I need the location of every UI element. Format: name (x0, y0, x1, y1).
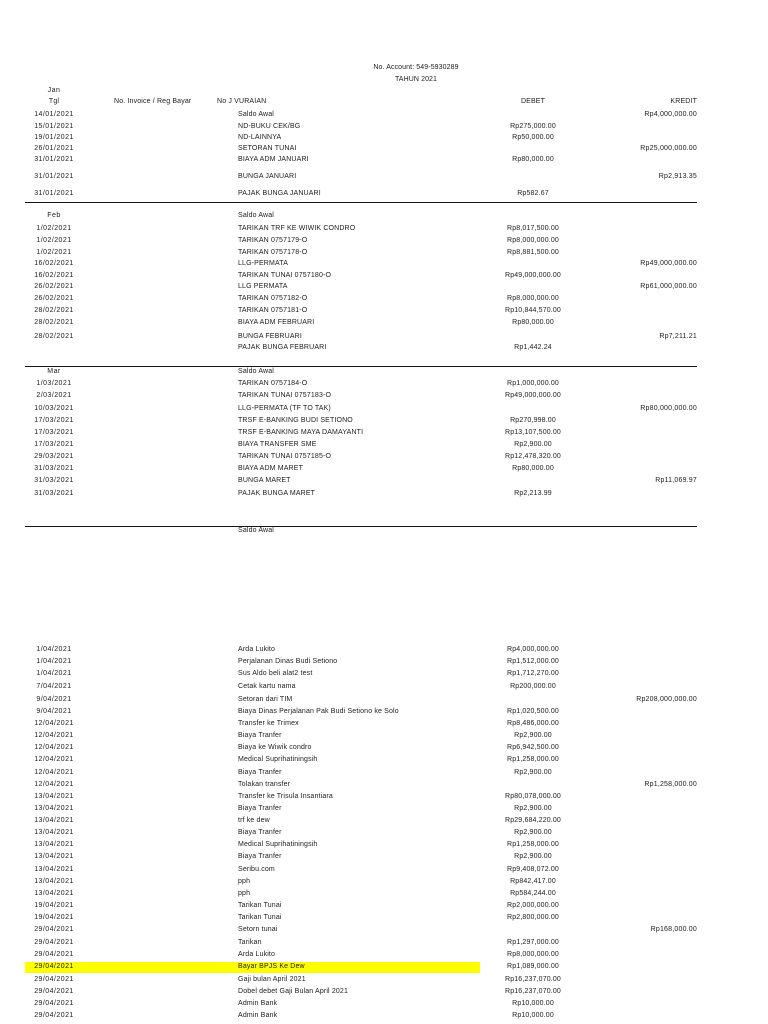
ledger-row (0, 248, 768, 258)
row-date: 2/03/2021 (36, 392, 72, 399)
ledger-row (0, 452, 768, 462)
ledger-row (0, 682, 768, 692)
row-date: 12/04/2021 (34, 781, 74, 788)
row-debet: Rp1,442.24 (514, 344, 552, 351)
row-description: BUNGA MARET (238, 477, 291, 484)
row-description: PAJAK BUNGA JANUARI (238, 190, 321, 197)
row-debet: Rp8,000,000.00 (507, 237, 559, 244)
row-description: LLG PERMATA (238, 283, 288, 290)
ledger-row (0, 391, 768, 401)
row-date: 13/04/2021 (34, 878, 74, 885)
ledger-row (0, 526, 768, 536)
ledger-row (0, 122, 768, 132)
row-description: pph (238, 878, 251, 885)
row-description: Saldo Awal (238, 111, 275, 118)
row-description: Saldo Awal (238, 368, 275, 375)
row-description: Saldo Awal (238, 527, 275, 534)
row-debet: Rp80,000.00 (512, 319, 554, 326)
ledger-row (0, 211, 768, 221)
row-debet: Rp270,998.00 (510, 417, 556, 424)
ledger-row (0, 768, 768, 778)
ledger-row (0, 133, 768, 143)
row-date: 28/02/2021 (34, 333, 74, 340)
row-date: 31/01/2021 (34, 173, 74, 180)
ledger-row (0, 404, 768, 414)
ledger-row (0, 865, 768, 875)
row-date: 1/03/2021 (36, 380, 72, 387)
row-date: 19/01/2021 (34, 134, 74, 141)
ledger-row (0, 901, 768, 911)
row-debet: Rp1,512,000.00 (507, 658, 559, 665)
row-description: Tarikan (238, 939, 262, 946)
row-date: 31/03/2021 (34, 477, 74, 484)
section-divider (25, 202, 697, 203)
row-description: Saldo Awal (238, 212, 275, 219)
row-date: 12/04/2021 (34, 769, 74, 776)
row-description: Transfer ke Trimex (238, 720, 299, 727)
ledger-row (0, 306, 768, 316)
row-date: 29/03/2021 (34, 453, 74, 460)
row-debet: Rp8,017,500.00 (507, 225, 559, 232)
column-header-invoice: No. Invoice / Reg Bayar (114, 98, 192, 105)
ledger-row (0, 962, 768, 972)
row-description: Biaya Tranfer (238, 732, 282, 739)
row-date: 1/02/2021 (36, 237, 72, 244)
ledger-row (0, 889, 768, 899)
row-date: 16/02/2021 (34, 272, 74, 279)
ledger-row (0, 428, 768, 438)
ledger-row (0, 259, 768, 269)
row-date: 13/04/2021 (34, 829, 74, 836)
ledger-row (0, 189, 768, 199)
row-description: ND-LAINNYA (238, 134, 282, 141)
row-description: Bayar BPJS Ke Dew (238, 963, 305, 970)
month-label: Jan (47, 87, 61, 94)
row-debet: Rp1,297,000.00 (507, 939, 559, 946)
row-date: 1/04/2021 (36, 646, 72, 653)
row-date: 26/02/2021 (34, 295, 74, 302)
row-description: LLG-PERMATA (238, 260, 289, 267)
row-date: 12/04/2021 (34, 732, 74, 739)
row-debet: Rp10,844,570.00 (505, 307, 561, 314)
row-debet: Rp2,900.00 (514, 441, 552, 448)
row-description: BIAYA ADM FEBRUARI (238, 319, 315, 326)
row-description: TRSF E-BANKING BUDI SETIONO (238, 417, 353, 424)
row-date: 19/04/2021 (34, 914, 74, 921)
row-date: 13/04/2021 (34, 817, 74, 824)
row-date: 12/04/2021 (34, 744, 74, 751)
row-date: 1/02/2021 (36, 225, 72, 232)
row-date: 13/04/2021 (34, 853, 74, 860)
row-date: 19/04/2021 (34, 902, 74, 909)
row-date: 7/04/2021 (36, 683, 72, 690)
row-description: PAJAK BUNGA FEBRUARI (238, 344, 327, 351)
row-description: BUNGA FEBRUARI (238, 333, 302, 340)
ledger-row (0, 271, 768, 281)
row-date: 16/02/2021 (34, 260, 74, 267)
row-debet: Rp584,244.00 (510, 890, 556, 897)
row-debet: Rp2,900.00 (514, 732, 552, 739)
row-date: 14/01/2021 (34, 111, 74, 118)
row-date: 13/04/2021 (34, 805, 74, 812)
row-debet: Rp1,258,000.00 (507, 841, 559, 848)
row-description: Biaya ke Wiwik condro (238, 744, 312, 751)
row-kredit: Rp25,000,000.00 (640, 145, 697, 152)
row-description: Biaya Tranfer (238, 853, 282, 860)
ledger-row (0, 975, 768, 985)
row-date: 29/04/2021 (34, 1000, 74, 1007)
ledger-row (0, 950, 768, 960)
row-description: TARIKAN TUNAI 0757183-O (238, 392, 332, 399)
row-kredit: Rp80,000,000.00 (640, 405, 697, 412)
row-description: ND-BUKU CEK/BG (238, 123, 301, 130)
row-description: Cetak kartu nama (238, 683, 296, 690)
ledger-row (0, 489, 768, 499)
row-description: BIAYA TRANSFER SME (238, 441, 317, 448)
ledger-row (0, 938, 768, 948)
row-debet: Rp80,000.00 (512, 465, 554, 472)
ledger-row (0, 987, 768, 997)
ledger-row (0, 645, 768, 655)
row-description: BUNGA JANUARI (238, 173, 297, 180)
row-description: Sus Aldo beli alat2 test (238, 670, 313, 677)
row-date: 28/02/2021 (34, 319, 74, 326)
row-description: TARIKAN TUNAI 0757185-O (238, 453, 332, 460)
row-description: TARIKAN TRF KE WIWIK CONDRO (238, 225, 356, 232)
row-kredit: Rp168,000.00 (650, 926, 697, 933)
ledger-row (0, 332, 768, 342)
ledger-row (0, 999, 768, 1009)
row-date: 26/01/2021 (34, 145, 74, 152)
row-date: 12/04/2021 (34, 720, 74, 727)
row-date: 29/04/2021 (34, 963, 74, 970)
row-description: Biaya Tranfer (238, 829, 282, 836)
ledger-row (0, 236, 768, 246)
row-description: LLG-PERMATA (TF TO TAK) (238, 405, 331, 412)
row-debet: Rp2,900.00 (514, 829, 552, 836)
row-description: Tolakan transfer (238, 781, 291, 788)
row-description: trf ke dew (238, 817, 270, 824)
row-date: 1/02/2021 (36, 249, 72, 256)
row-debet: Rp8,000,000.00 (507, 295, 559, 302)
row-description: BIAYA ADM MARET (238, 465, 304, 472)
row-debet: Rp1,000,000.00 (507, 380, 559, 387)
ledger-row (0, 743, 768, 753)
column-header-row (0, 97, 768, 107)
row-date: 31/03/2021 (34, 490, 74, 497)
row-description: TRSF E-BANKING MAYA DAMAYANTI (238, 429, 364, 436)
row-debet: Rp2,800,000.00 (507, 914, 559, 921)
ledger-row (0, 172, 768, 182)
row-date: 12/04/2021 (34, 756, 74, 763)
row-description: Medical Suprihatiningsih (238, 756, 318, 763)
row-date: 15/01/2021 (34, 123, 74, 130)
row-debet: Rp80,000.00 (512, 156, 554, 163)
row-description: Arda Lukito (238, 646, 276, 653)
ledger-row (0, 155, 768, 165)
row-debet: Rp4,000,000.00 (507, 646, 559, 653)
row-description: pph (238, 890, 251, 897)
row-description: TARIKAN 0757178-O (238, 249, 308, 256)
row-description: Dobel debet Gaji Bulan April 2021 (238, 988, 349, 995)
row-debet: Rp1,089,000.00 (507, 963, 559, 970)
row-date: 29/04/2021 (34, 1012, 74, 1019)
row-debet: Rp49,000,000.00 (505, 272, 561, 279)
row-date: 17/03/2021 (34, 417, 74, 424)
row-kredit: Rp208,000,000.00 (636, 696, 697, 703)
ledger-row (0, 707, 768, 717)
ledger-row (0, 343, 768, 353)
row-date: 9/04/2021 (36, 708, 72, 715)
row-debet: Rp2,900.00 (514, 805, 552, 812)
row-date: 13/04/2021 (34, 890, 74, 897)
row-description: BIAYA ADM JANUARI (238, 156, 309, 163)
row-description: Medical Suprihatiningsih (238, 841, 318, 848)
ledger-row (0, 755, 768, 765)
ledger-row (0, 1011, 768, 1021)
row-description: TARIKAN 0757184-O (238, 380, 308, 387)
ledger-row (0, 719, 768, 729)
row-debet: Rp16,237,070.00 (505, 976, 561, 983)
ledger-row (0, 224, 768, 234)
row-debet: Rp49,000,000.00 (505, 392, 561, 399)
row-debet: Rp12,478,320.00 (505, 453, 561, 460)
row-date: 31/01/2021 (34, 190, 74, 197)
row-debet: Rp13,107,500.00 (505, 429, 561, 436)
ledger-row (0, 282, 768, 292)
row-kredit: Rp4,000,000.00 (644, 111, 697, 118)
ledger-row (0, 440, 768, 450)
row-description: Transfer ke Trisula Insantiara (238, 793, 333, 800)
row-debet: Rp80,078,000.00 (505, 793, 561, 800)
row-description: Admin Bank (238, 1012, 278, 1019)
row-date: 17/03/2021 (34, 441, 74, 448)
row-description: SETORAN TUNAI (238, 145, 297, 152)
row-debet: Rp2,000,000.00 (507, 902, 559, 909)
row-date: 29/04/2021 (34, 976, 74, 983)
row-debet: Rp10,000.00 (512, 1000, 554, 1007)
row-description: Biaya Dinas Perjalanan Pak Budi Setiono ke Solo (238, 708, 399, 715)
ledger-row (0, 877, 768, 887)
row-description: Biaya Tranfer (238, 769, 282, 776)
row-date: 29/04/2021 (34, 939, 74, 946)
row-date: 9/04/2021 (36, 696, 72, 703)
row-description: Setorn tunai (238, 926, 278, 933)
row-debet: Rp8,486,000.00 (507, 720, 559, 727)
ledger-row (0, 695, 768, 705)
row-debet: Rp6,942,500.00 (507, 744, 559, 751)
row-description: Biaya Tranfer (238, 805, 282, 812)
ledger-row (0, 840, 768, 850)
ledger-row (0, 367, 768, 377)
row-date: 31/03/2021 (34, 465, 74, 472)
row-date: 29/04/2021 (34, 926, 74, 933)
row-debet: Rp1,258,000.00 (507, 756, 559, 763)
row-date: 28/02/2021 (34, 307, 74, 314)
ledger-row (0, 913, 768, 923)
row-description: Arda Lukito (238, 951, 276, 958)
row-kredit: Rp7,211.21 (659, 333, 697, 340)
row-debet: Rp582.67 (517, 190, 549, 197)
row-date: 17/03/2021 (34, 429, 74, 436)
row-date: 29/04/2021 (34, 951, 74, 958)
row-debet: Rp2,900.00 (514, 853, 552, 860)
ledger-row (0, 925, 768, 935)
ledger-row (0, 294, 768, 304)
month-label: Mar (47, 368, 61, 375)
ledger-row (0, 657, 768, 667)
ledger-row (0, 476, 768, 486)
ledger-row (0, 792, 768, 802)
column-header-kredit: KREDIT (670, 98, 697, 105)
row-description: TARIKAN TUNAI 0757180-O (238, 272, 332, 279)
row-debet: Rp842,417.00 (510, 878, 556, 885)
column-header-uraian: URAIAN (239, 98, 267, 105)
row-date: 29/04/2021 (34, 988, 74, 995)
ledger-row (0, 669, 768, 679)
row-kredit: Rp61,000,000.00 (640, 283, 697, 290)
ledger-row (0, 804, 768, 814)
row-description: Tarikan Tunai (238, 914, 282, 921)
row-debet: Rp8,000,000.00 (507, 951, 559, 958)
row-kredit: Rp1,258,000.00 (644, 781, 697, 788)
row-description: TARIKAN 0757182-O (238, 295, 308, 302)
row-date: 1/04/2021 (36, 658, 72, 665)
row-debet: Rp8,881,500.00 (507, 249, 559, 256)
ledger-row (0, 852, 768, 862)
row-date: 1/04/2021 (36, 670, 72, 677)
row-debet: Rp1,712,270.00 (507, 670, 559, 677)
row-description: Seribu.com (238, 866, 275, 873)
ledger-row (0, 416, 768, 426)
row-description: TARIKAN 0757181-O (238, 307, 308, 314)
ledger-row (0, 379, 768, 389)
row-debet: Rp16,237,070.00 (505, 988, 561, 995)
row-date: 26/02/2021 (34, 283, 74, 290)
ledger-row (0, 828, 768, 838)
ledger-row (0, 731, 768, 741)
row-date: 10/03/2021 (34, 405, 74, 412)
row-description: Tarikan Tunai (238, 902, 282, 909)
row-debet: Rp200,000.00 (510, 683, 556, 690)
row-date: 13/04/2021 (34, 793, 74, 800)
month-label: Feb (47, 212, 61, 219)
row-description: Setoran dari TIM (238, 696, 293, 703)
year-title: TAHUN 2021 (394, 76, 438, 83)
row-kredit: Rp11,069.97 (655, 477, 697, 484)
row-description: Gaji bulan April 2021 (238, 976, 306, 983)
ledger-row (0, 318, 768, 328)
row-description: Perjalanan Dinas Budi Setiono (238, 658, 338, 665)
row-date: 31/01/2021 (34, 156, 74, 163)
row-debet: Rp9,408,072.00 (507, 866, 559, 873)
column-header-jv: No J V (217, 98, 239, 105)
ledger-row (0, 780, 768, 790)
row-kredit: Rp49,000,000.00 (640, 260, 697, 267)
row-kredit: Rp2,913.35 (658, 173, 697, 180)
row-description: PAJAK BUNGA MARET (238, 490, 316, 497)
row-description: Admin Bank (238, 1000, 278, 1007)
column-header-tgl: Tgl (48, 98, 60, 105)
row-debet: Rp50,000.00 (512, 134, 554, 141)
row-debet: Rp10,000.00 (512, 1012, 554, 1019)
row-debet: Rp1,020,500.00 (507, 708, 559, 715)
column-header-debet: DEBET (520, 98, 546, 105)
ledger-row (0, 144, 768, 154)
ledger-row (0, 464, 768, 474)
row-debet: Rp29,684,220.00 (505, 817, 561, 824)
account-number: No. Account: 549-5930289 (373, 64, 459, 71)
ledger-row (0, 110, 768, 120)
row-date: 13/04/2021 (34, 866, 74, 873)
row-debet: Rp275,000.00 (510, 123, 556, 130)
row-date: 13/04/2021 (34, 841, 74, 848)
row-description: TARIKAN 0757179-O (238, 237, 308, 244)
ledger-row (0, 816, 768, 826)
row-debet: Rp2,213.99 (514, 490, 552, 497)
row-debet: Rp2,900.00 (514, 769, 552, 776)
